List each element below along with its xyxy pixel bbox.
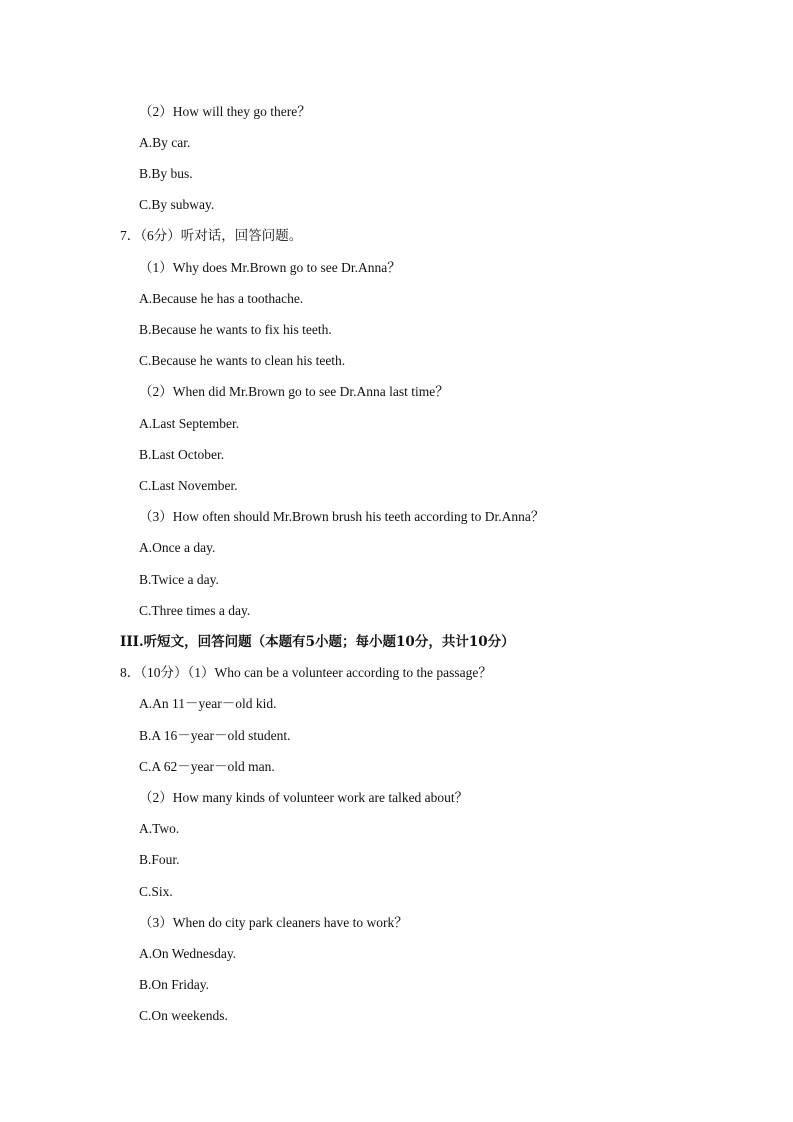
option-7-3-a: A.Once a day. <box>139 540 216 555</box>
option-6-2-c: C.By subway. <box>139 197 215 212</box>
question-8-3: （3）When do city park cleaners have to work？ <box>139 915 408 930</box>
option-8-1-b: B.A 16－year－old student. <box>139 728 291 743</box>
question-7-1: （1）Why does Mr.Brown go to see Dr.Anna？ <box>139 260 401 275</box>
option-7-2-a: A.Last September. <box>139 416 240 431</box>
option-8-3-a: A.On Wednesday. <box>139 946 237 961</box>
option-8-1-c: C.A 62－year－old man. <box>139 759 275 774</box>
option-6-2-b: B.By bus. <box>139 166 193 181</box>
option-7-1-c: C.Because he wants to clean his teeth. <box>139 353 346 368</box>
question-8-1: 8．（10分）（1）Who can be a volunteer according to the passage？ <box>120 665 492 680</box>
question-6-2: （2）How will they go there？ <box>139 104 311 119</box>
option-7-1-a: A.Because he has a toothache. <box>139 291 304 306</box>
option-7-3-c: C.Three times a day. <box>139 603 251 618</box>
option-7-2-b: B.Last October. <box>139 447 225 462</box>
option-8-3-b: B.On Friday. <box>139 977 209 992</box>
option-7-2-c: C.Last November. <box>139 478 238 493</box>
option-8-1-a: A.An 11－year－old kid. <box>139 696 277 711</box>
question-7-3: （3）How often should Mr.Brown brush his teeth according to Dr.Anna？ <box>139 509 545 524</box>
question-7-2: （2）When did Mr.Brown go to see Dr.Anna last time？ <box>139 384 449 399</box>
option-7-3-b: B.Twice a day. <box>139 572 219 587</box>
option-8-2-c: C.Six. <box>139 884 173 899</box>
option-6-2-a: A.By car. <box>139 135 191 150</box>
option-8-2-a: A.Two. <box>139 821 180 836</box>
question-7-heading: 7．（6分）听对话，回答问题。 <box>120 228 303 243</box>
section-3-heading: III.听短文，回答问题（本题有5小题；每小题10分，共计10分） <box>120 634 515 650</box>
option-7-1-b: B.Because he wants to fix his teeth. <box>139 322 332 337</box>
question-8-2: （2）How many kinds of volunteer work are talked about？ <box>139 790 469 805</box>
option-8-3-c: C.On weekends. <box>139 1008 228 1023</box>
option-8-2-b: B.Four. <box>139 852 180 867</box>
